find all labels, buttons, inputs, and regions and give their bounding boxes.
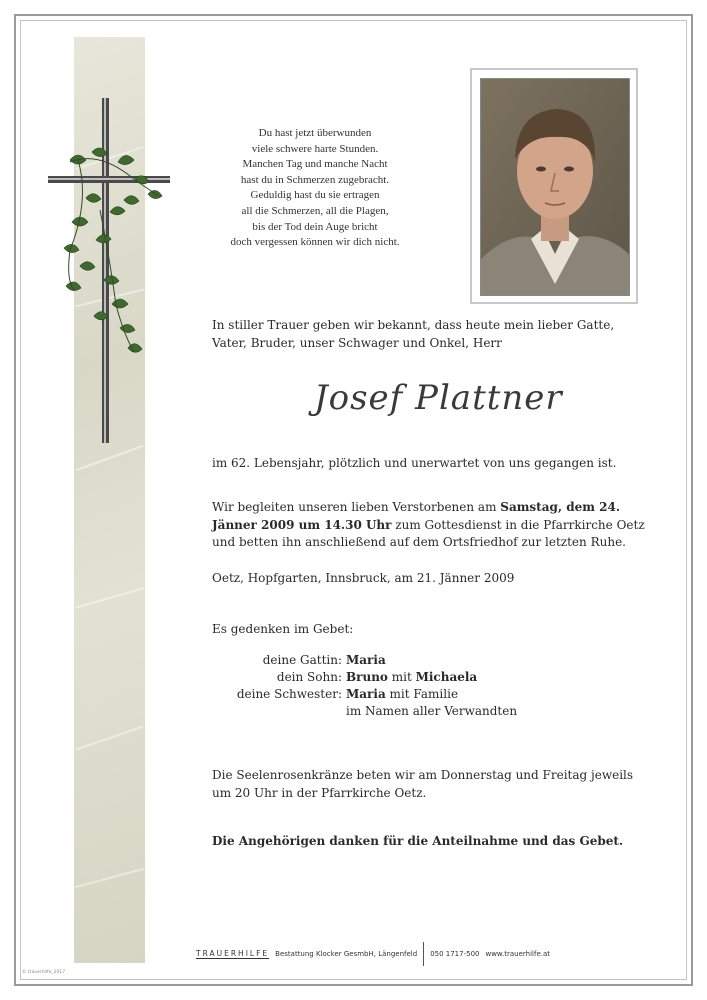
footer [196,942,550,966]
family-name: Bruno [346,670,388,684]
deceased-name: Josef Plattner [314,378,563,418]
family-name: Maria [346,653,386,667]
poem-line: hast du in Schmerzen zugebracht. [240,173,390,186]
family-value-sohn [346,669,477,686]
family-label-schwester: deine Schwester: [236,687,342,701]
poem [190,126,440,251]
family-connector: mit Familie [385,687,459,701]
thanks-text: Die Angehörigen danken für die Anteilnahme und das Gebet. [212,834,624,848]
burial-text [212,499,652,552]
portrait-photo [480,78,630,296]
family-verwandte: im Namen aller Verwandten [346,704,518,718]
family-name: Maria [346,687,386,701]
footer-logo: TRAUERHILFE [196,949,270,958]
copyright: © trauerhilfe_2017 [22,970,66,975]
rosary-text: Die Seelenrosenkränze beten wir am Donnerstag und Freitag jeweils um 20 Uhr in der Pfarrkirche Oetz. [212,768,634,800]
footer-web: www.trauerhilfe.at [485,950,551,958]
family-connector: mit [387,670,416,684]
gedenken-heading: Es gedenken im Gebet: [212,622,354,636]
burial-post: zum Gottesdienst in die Pfarrkirche Oetz und betten ihn anschließend auf dem Ortsfriedhof zur letzten Ruhe. [212,517,645,549]
death-line: im 62. Lebensjahr, plötzlich und unerwartet von uns gegangen ist. [212,456,617,470]
family-value-schwester [346,686,458,703]
footer-company: Bestattung Klocker GesmbH, Längenfeld [275,950,418,958]
poem-line: bis der Tod dein Auge bricht [252,220,378,233]
poem-line: Geduldig hast du sie ertragen [250,189,380,202]
family-label-gattin: deine Gattin: [262,653,342,667]
intro-text: In stiller Trauer geben wir bekannt, dass heute mein lieber Gatte, Vater, Bruder, unser Schwager und Onkel, Herr [212,318,615,350]
poem-line: Du hast jetzt überwunden [258,127,372,139]
burial-pre: Wir begleiten unseren lieben Verstorbenen am [212,500,501,514]
family-name: Michaela [415,670,478,684]
footer-divider [423,942,424,966]
family-value-gattin [346,652,386,669]
place-date: Oetz, Hopfgarten, Innsbruck, am 21. Jänner 2009 [212,571,515,585]
poem-line: viele schwere harte Stunden. [251,142,379,155]
poem-line: all die Schmerzen, all die Plagen, [241,204,389,217]
footer-phone: 050 1717-500 [430,950,480,958]
poem-line: Manchen Tag und manche Nacht [242,158,388,171]
portrait-frame [470,68,638,304]
burial-date: Samstag, dem 24. Jänner 2009 um 14.30 Uhr [212,500,621,532]
poem-line: doch vergessen können wir dich nicht. [230,236,400,249]
cross-with-ivy-icon [40,90,170,450]
family-label-sohn: dein Sohn: [276,670,342,684]
